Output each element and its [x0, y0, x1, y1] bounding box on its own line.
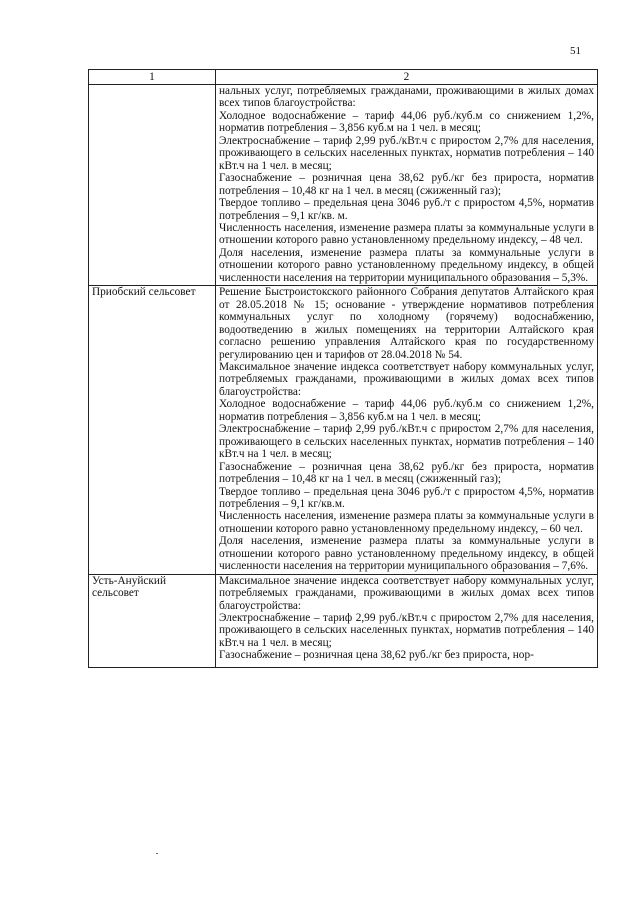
paragraph: Холодное водоснабжение – тариф 44,06 руб./куб.м со снижением 1,2%, норматив потребления – 3,856 куб.м на 1 чел. в месяц;	[219, 109, 594, 135]
column-header-1: 1	[89, 70, 216, 85]
scan-mark	[156, 853, 158, 854]
table-row	[89, 286, 598, 574]
paragraph: Доля населения, изменение размера платы за коммунальные услуги в отношении которого равно установленному предельному индексу, в общей численности населения на территории муниципального образования – 7,6%.	[219, 535, 594, 573]
paragraph: Холодное водоснабжение – тариф 44,06 руб./куб.м со снижением 1,2%, норматив потребления – 3,856 куб.м на 1 чел. в месяц;	[219, 398, 594, 423]
paragraph: Максимальное значение индекса соответствует набору коммунальных услуг, потребляемых гражданами, проживающими в жилых домах всех типов благоустройства:	[219, 360, 594, 398]
paragraph: нальных услуг, потребляемых гражданами, проживающими в жилых домах всех типов благоустройства:	[219, 85, 594, 110]
paragraph: Твердое топливо – предельная цена 3046 руб./т с приростом 4,5%, норматив потребления – 9,1 кг/кв. м.	[219, 197, 594, 222]
paragraph: Твердое топливо – предельная цена 3046 руб./т с приростом 4,5%, норматив потребления – 9,1 кг/кв.м.	[219, 485, 594, 510]
paragraph: Газоснабжение – розничная цена 38,62 руб./кг без прироста, нор-	[219, 649, 534, 662]
paragraph: Газоснабжение – розничная цена 38,62 руб./кг без прироста, норматив потребления – 10,48 кг на 1 чел. в месяц (сжиженный газ);	[219, 460, 594, 486]
paragraph: Электроснабжение – тариф 2,99 руб./кВт.ч с приростом 2,7% для населения, проживающего в сельских населенных пунктах, норматив потребления – 140 кВт.ч на 1 чел. в месяц;	[219, 134, 594, 172]
details-cell	[216, 286, 598, 574]
paragraph: Решение Быстроистокского районного Собрания депутатов Алтайского края от 28.05.2018 № 15; основание - утверждение нормативов потребления коммунальных услуг по холодному (горячему) водоснабжению, водоотведению в жилых помещениях на территории Алтайского края согласно решению управления Алтайского края по государственному регулированию цен и тарифов от 28.04.2018 № 54.	[219, 286, 594, 361]
paragraph: Электроснабжение – тариф 2,99 руб./кВт.ч с приростом 2,7% для населения, проживающего в сельских населенных пунктах, норматив потребления – 140 кВт.ч на 1 чел. в месяц;	[219, 612, 594, 649]
details-cell	[216, 574, 598, 667]
paragraph: Газоснабжение – розничная цена 38,62 руб./кг без прироста, норматив потребления – 10,48 кг на 1 чел. в месяц (сжиженный газ);	[219, 172, 594, 197]
paragraph: Численность населения, изменение размера платы за коммунальные услуги в отношении которого равно установленному предельному индексу, – 48 чел.	[219, 221, 594, 247]
table-row	[89, 85, 598, 286]
column-header-2: 2	[216, 70, 598, 85]
table-row	[89, 574, 598, 667]
details-cell	[216, 85, 598, 286]
utility-index-table	[88, 69, 598, 668]
details-cell-content	[219, 575, 594, 666]
table-header-row	[89, 70, 598, 85]
paragraph: Доля населения, изменение размера платы за коммунальные услуги в отношении которого равно установленному предельному индексу, в общей численности населения на территории муниципального образования – 5,3%.	[219, 246, 594, 284]
region-cell	[89, 85, 216, 286]
page-number: 51	[570, 45, 581, 57]
paragraph: Электроснабжение – тариф 2,99 руб./кВт.ч с приростом 2,7% для населения, проживающего в сельских населенных пунктах, норматив потребления – 140 кВт.ч на 1 чел. в месяц;	[219, 423, 594, 461]
region-cell: Приобский сельсовет	[89, 286, 216, 574]
paragraph: Максимальное значение индекса соответствует набору коммунальных услуг, потребляемых гражданами, проживающими в жилых домах всех типов благоустройства:	[219, 574, 594, 612]
paragraph: Численность населения, изменение размера платы за коммунальные услуги в отношении которого равно установленному предельному индексу, – 60 чел.	[219, 510, 594, 535]
region-cell: Усть-Ануйский сельсовет	[89, 574, 216, 667]
